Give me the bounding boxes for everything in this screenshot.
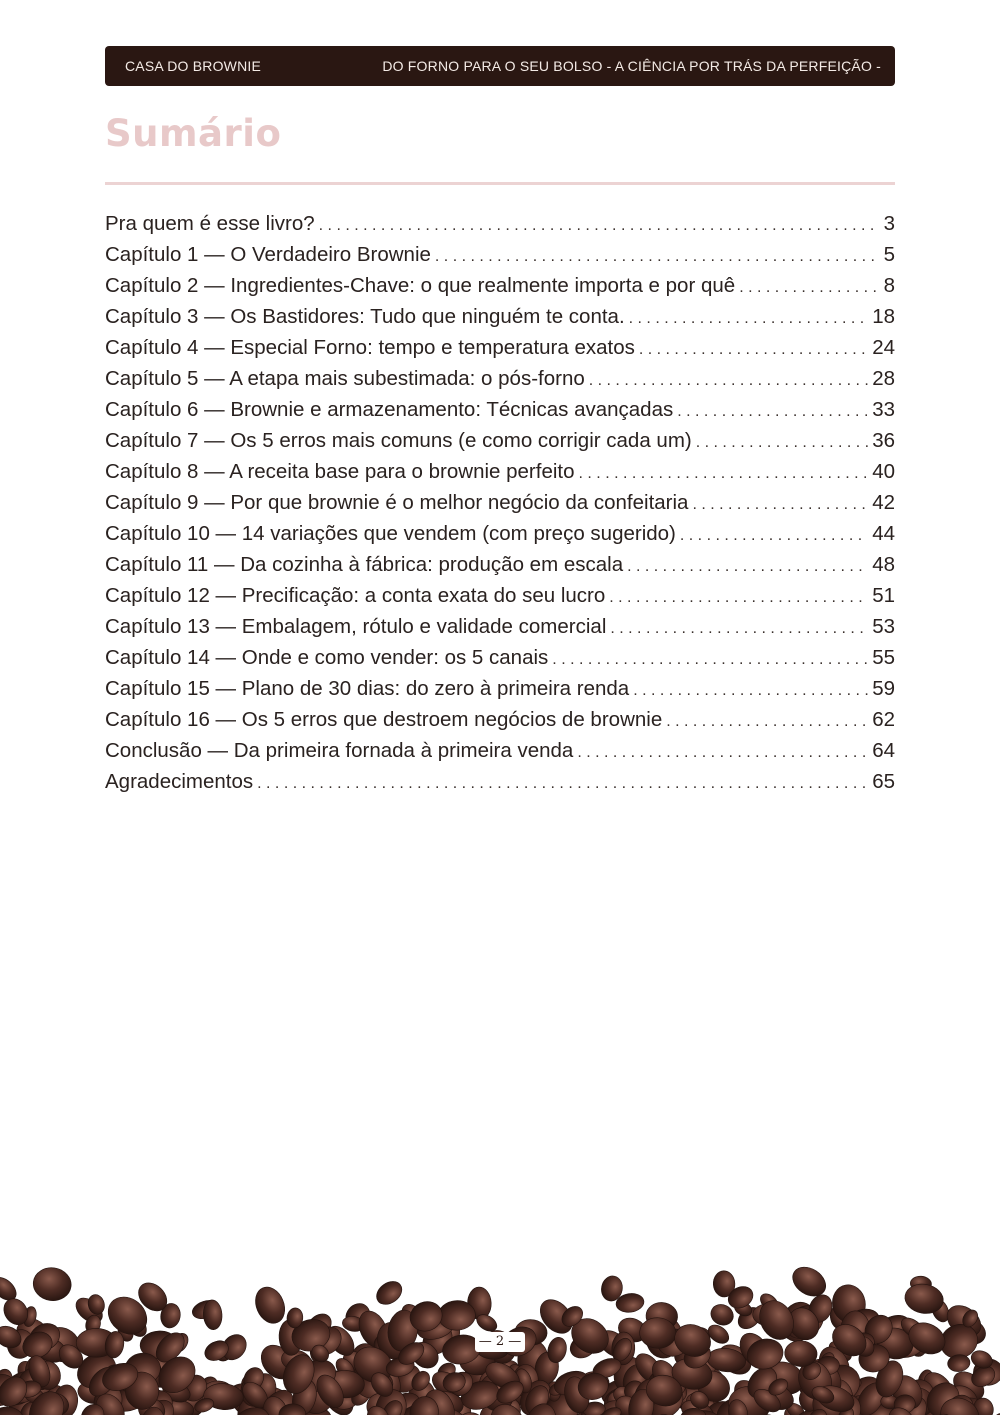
toc-entry-page: 40	[872, 460, 895, 483]
toc-entry[interactable]	[105, 739, 895, 770]
toc-leader-dots	[579, 465, 869, 483]
toc-entry-page: 44	[872, 522, 895, 545]
toc-entry-label: Capítulo 6 — Brownie e armazenamento: Técnicas avançadas	[105, 398, 674, 421]
toc-entry[interactable]	[105, 336, 895, 367]
toc-entry-page: 59	[872, 677, 895, 700]
toc-entry-label: Capítulo 10 — 14 variações que vendem (com preço sugerido)	[105, 522, 676, 545]
toc-entry-label: Conclusão — Da primeira fornada à primeira venda	[105, 739, 574, 762]
toc-entry-label: Capítulo 8 — A receita base para o brownie perfeito	[105, 460, 575, 483]
toc-leader-dots	[577, 744, 868, 762]
toc-entry-label: Capítulo 15 — Plano de 30 dias: do zero à primeira renda	[105, 677, 630, 700]
toc-entry[interactable]	[105, 677, 895, 708]
toc-entry[interactable]	[105, 646, 895, 677]
page-number: — 2 —	[475, 1332, 525, 1352]
toc-entry-page: 3	[883, 212, 895, 235]
toc-entry-page: 33	[872, 398, 895, 421]
toc-entry[interactable]	[105, 491, 895, 522]
toc-leader-dots	[609, 589, 868, 607]
toc-leader-dots	[639, 341, 868, 359]
toc-leader-dots	[257, 775, 868, 793]
toc-entry-page: 53	[872, 615, 895, 638]
toc-entry[interactable]	[105, 367, 895, 398]
toc-entry-page: 48	[872, 553, 895, 576]
toc-entry-label: Capítulo 16 — Os 5 erros que destroem negócios de brownie	[105, 708, 663, 731]
toc-leader-dots	[552, 651, 868, 669]
toc-entry-label: Capítulo 7 — Os 5 erros mais comuns (e como corrigir cada um)	[105, 429, 692, 452]
toc-entry-label: Pra quem é esse livro?	[105, 212, 315, 235]
toc-leader-dots	[680, 527, 868, 545]
header-bar	[105, 46, 895, 86]
toc-entry[interactable]	[105, 305, 895, 336]
header-brand: CASA DO BROWNIE	[125, 58, 262, 74]
toc-entry-label: Capítulo 13 — Embalagem, rótulo e validade comercial	[105, 615, 607, 638]
toc-entry-page: 62	[872, 708, 895, 731]
toc-entry[interactable]	[105, 460, 895, 491]
toc-entry[interactable]	[105, 429, 895, 460]
toc-leader-dots	[589, 372, 868, 390]
toc-entry[interactable]	[105, 243, 895, 274]
toc-entry-page: 8	[883, 274, 895, 297]
toc-entry[interactable]	[105, 522, 895, 553]
toc-entry-page: 18	[872, 305, 895, 328]
title-divider	[105, 182, 895, 185]
toc-leader-dots	[666, 713, 868, 731]
toc-leader-dots	[677, 403, 868, 421]
toc-entry[interactable]	[105, 584, 895, 615]
toc-entry-label: Capítulo 12 — Precificação: a conta exata do seu lucro	[105, 584, 606, 607]
page-title: Sumário	[105, 112, 282, 155]
chocolate-chip	[250, 1283, 290, 1328]
toc-entry-page: 28	[872, 367, 895, 390]
toc-entry[interactable]	[105, 274, 895, 305]
toc-entry-page: 42	[872, 491, 895, 514]
toc-entry-page: 24	[872, 336, 895, 359]
toc-entry-label: Capítulo 9 — Por que brownie é o melhor negócio da confeitaria	[105, 491, 689, 514]
toc-leader-dots	[629, 310, 869, 328]
toc-leader-dots	[633, 682, 868, 700]
toc-entry-page: 65	[872, 770, 895, 793]
toc-entry[interactable]	[105, 770, 895, 801]
toc-entry-page: 55	[872, 646, 895, 669]
toc-entry[interactable]	[105, 708, 895, 739]
toc-entry-label: Capítulo 3 — Os Bastidores: Tudo que ninguém te conta.	[105, 305, 625, 328]
toc-entry[interactable]	[105, 212, 895, 243]
toc-entry-label: Capítulo 1 — O Verdadeiro Brownie	[105, 243, 431, 266]
toc-entry-label: Capítulo 11 — Da cozinha à fábrica: produção em escala	[105, 553, 624, 576]
toc-leader-dots	[610, 620, 868, 638]
toc-entry-label: Capítulo 14 — Onde e como vender: os 5 canais	[105, 646, 549, 669]
toc-leader-dots	[696, 434, 868, 452]
toc-entry-page: 64	[872, 739, 895, 762]
toc-entry[interactable]	[105, 553, 895, 584]
toc-leader-dots	[627, 558, 868, 576]
toc-entry-label: Agradecimentos	[105, 770, 254, 793]
table-of-contents	[105, 212, 895, 801]
toc-leader-dots	[739, 279, 879, 297]
header-tagline: DO FORNO PARA O SEU BOLSO - A CIÊNCIA POR TRÁS DA PERFEIÇÃO -	[382, 58, 881, 74]
toc-entry[interactable]	[105, 615, 895, 646]
toc-entry-label: Capítulo 5 — A etapa mais subestimada: o pós-forno	[105, 367, 585, 390]
chocolate-chip	[31, 1265, 73, 1303]
toc-entry[interactable]	[105, 398, 895, 429]
toc-leader-dots	[692, 496, 868, 514]
toc-entry-page: 36	[872, 429, 895, 452]
chocolate-chip	[372, 1277, 406, 1309]
toc-entry-page: 51	[872, 584, 895, 607]
toc-entry-label: Capítulo 2 — Ingredientes-Chave: o que realmente importa e por quê	[105, 274, 736, 297]
toc-leader-dots	[319, 217, 879, 235]
toc-entry-label: Capítulo 4 — Especial Forno: tempo e temperatura exatos	[105, 336, 635, 359]
toc-entry-page: 5	[883, 243, 895, 266]
toc-leader-dots	[435, 248, 879, 266]
